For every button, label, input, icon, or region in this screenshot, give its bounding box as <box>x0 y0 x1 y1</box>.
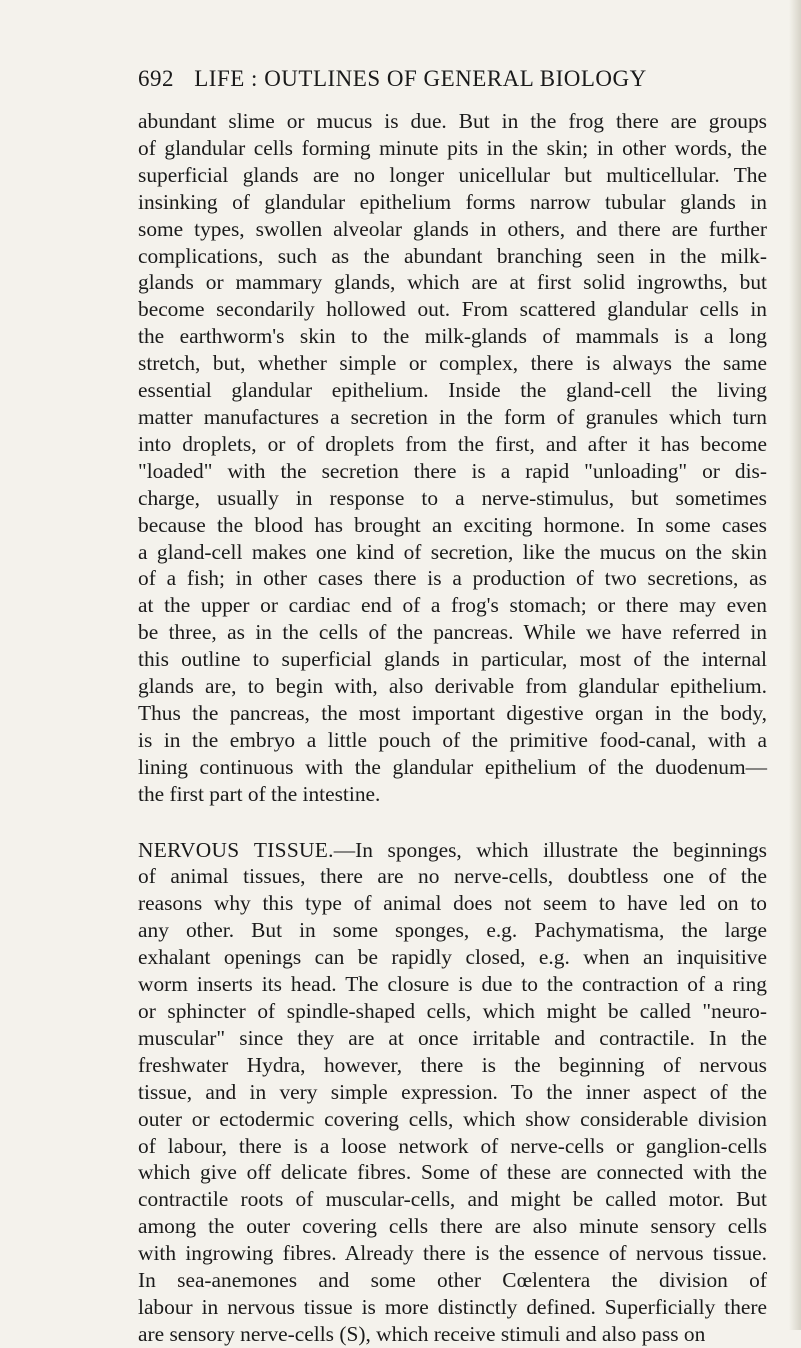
section-heading: NERVOUS TISSUE. <box>138 837 334 862</box>
paragraph-line: superficial glands are no longer unicellular but multicellular. The <box>138 162 767 187</box>
paragraph-line: at the upper or cardiac end of a frog's stomach; or there may even <box>138 593 767 618</box>
paragraph-line: "loaded" with the secretion there is a rapid "unloading" or dis- <box>138 458 767 483</box>
paragraph-line: worm inserts its head. The closure is due to the contraction of a ring <box>138 972 767 997</box>
paragraph-nervous-tissue <box>138 837 767 1348</box>
paragraph-line: any other. But in some sponges, e.g. Pachymatisma, the large <box>138 918 767 943</box>
paragraph-line: the first part of the intestine. <box>138 781 381 806</box>
paragraph-line: abundant slime or mucus is due. But in the frog there are groups <box>138 109 767 133</box>
paragraph-line: because the blood has brought an exciting hormone. In some cases <box>138 512 767 537</box>
paragraph-line: some types, swollen alveolar glands in others, and there are further <box>138 216 767 241</box>
paragraph-line: charge, usually in response to a nerve-stimulus, but sometimes <box>138 485 767 510</box>
body-text <box>138 108 767 1348</box>
paragraph-line: the earthworm's skin to the milk-glands of mammals is a long <box>138 324 767 349</box>
paragraph-line: of animal tissues, there are no nerve-cells, doubtless one of the <box>138 864 767 889</box>
paragraph-line: of glandular cells forming minute pits in the skin; in other words, the <box>138 135 767 160</box>
paragraph-line: essential glandular epithelium. Inside the gland-cell the living <box>138 378 767 403</box>
paragraph-glands <box>138 108 767 808</box>
paragraph-line <box>138 837 767 864</box>
paragraph-line: In sea-anemones and some other Cœlentera the division of <box>138 1268 767 1293</box>
running-header <box>138 66 698 100</box>
paragraph-line: glands or mammary glands, which are at first solid ingrowths, but <box>138 270 767 295</box>
paragraph-line: contractile roots of muscular-cells, and might be called motor. But <box>138 1187 767 1212</box>
running-title: LIFE : OUTLINES OF GENERAL BIOLOGY <box>194 66 647 91</box>
paragraph-line: become secondarily hollowed out. From scattered glandular cells in <box>138 297 767 322</box>
paragraph-line: among the outer covering cells there are also minute sensory cells <box>138 1214 767 1239</box>
paragraph-line: which give off delicate fibres. Some of these are connected with the <box>138 1160 767 1185</box>
paragraph-line: stretch, but, whether simple or complex, there is always the same <box>138 351 767 376</box>
paragraph-line: or sphincter of spindle-shaped cells, which might be called "neuro- <box>138 999 767 1023</box>
paragraph-line: matter manufactures a secretion in the form of granules which turn <box>138 404 767 429</box>
paragraph-line: exhalant openings can be rapidly closed, e.g. when an inquisitive <box>138 945 767 970</box>
paragraph-line: this outline to superficial glands in particular, most of the internal <box>138 647 767 672</box>
paragraph-line: lining continuous with the glandular epithelium of the duodenum— <box>138 754 767 779</box>
paragraph-line: complications, such as the abundant branching seen in the milk- <box>138 243 767 268</box>
paragraph-line: outer or ectodermic covering cells, which show considerable division <box>138 1106 767 1131</box>
paragraph-line: labour in nervous tissue is more distinctly defined. Superficially there <box>138 1294 767 1319</box>
paragraph-line: into droplets, or of droplets from the first, and after it has become <box>138 431 767 456</box>
page-edge-shadow <box>789 0 801 1330</box>
heading-run-in-text: —In sponges, which illustrate the beginnings <box>333 837 767 862</box>
paragraph-line: glands are, to begin with, also derivable from glandular epithelium. <box>138 674 767 699</box>
paragraph-line: are sensory nerve-cells (S), which receive stimuli and also pass on <box>138 1321 706 1346</box>
paragraph-line: with ingrowing fibres. Already there is the essence of nervous tissue. <box>138 1241 767 1266</box>
paragraph-line: insinking of glandular epithelium forms narrow tubular glands in <box>138 189 767 214</box>
page-number: 692 <box>138 66 174 91</box>
paragraph-line: reasons why this type of animal does not seem to have led on to <box>138 891 767 916</box>
paragraph-line: muscular" since they are at once irritable and contractile. In the <box>138 1025 767 1050</box>
paragraph-line: Thus the pancreas, the most important digestive organ in the body, <box>138 700 767 725</box>
paragraph-line: of a fish; in other cases there is a production of two secretions, as <box>138 566 767 591</box>
paragraph-line: is in the embryo a little pouch of the primitive food-canal, with a <box>138 727 767 752</box>
paragraph-line: of labour, there is a loose network of nerve-cells or ganglion-cells <box>138 1133 767 1158</box>
paragraph-line: a gland-cell makes one kind of secretion, like the mucus on the skin <box>138 539 767 564</box>
paragraph-line: tissue, and in very simple expression. To the inner aspect of the <box>138 1079 767 1104</box>
paragraph-line: freshwater Hydra, however, there is the beginning of nervous <box>138 1052 767 1077</box>
paragraph-line: be three, as in the cells of the pancreas. While we have referred in <box>138 620 767 645</box>
